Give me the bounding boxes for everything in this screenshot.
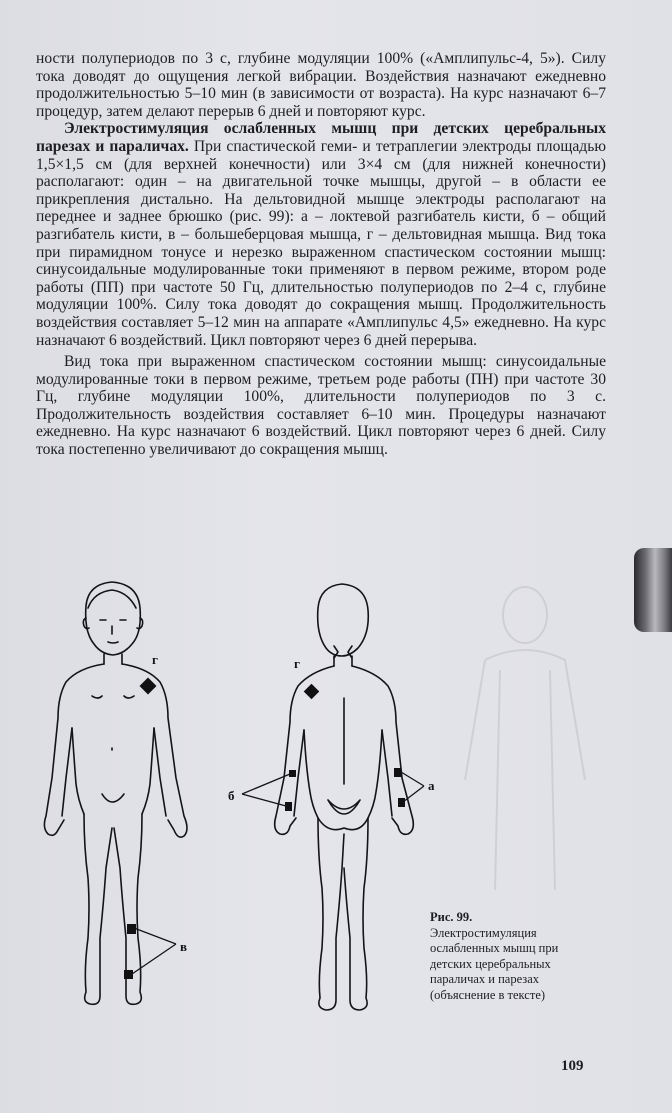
label-b: б	[228, 788, 235, 803]
body-text	[36, 50, 606, 459]
front-child-figure	[44, 582, 187, 1004]
electrode-a-upper	[394, 768, 401, 777]
paragraph-text: Вид тока при выраженном спастическом состоянии мышц: синусоидальные модулированные токи в первом режиме, третьем роде работы (ПН) при частоте 30 Гц, глубине модуляции 100%, длительности полупериодов по 3 с. Продолжительность воздействия составляет 6–10 мин. Процедуры назначают ежедневно. На курс назначают 6 воздействий. Цикл повторяют через 6 дней. Силу тока постепенно увеличивают до сокращения мышц.	[36, 353, 606, 459]
paragraph-continuation	[36, 50, 606, 120]
caption-text: Электростимуляция ослабленных мышц при детских церебральных параличах и парезах (объяснение в тексте)	[430, 925, 559, 1002]
paragraph-current-type	[36, 353, 606, 459]
electrode-v-upper	[127, 924, 136, 934]
back-child-figure	[275, 584, 414, 1010]
paragraph-text: При спастической геми- и тетраплегии электроды площадью 1,5×1,5 см (для верхней конечности) или 3×4 см (для нижней конечности) располагают: один – на двигательной точке мышцы, другой – в области ее прикрепления дистально. На дельтовидной мышце электроды располагают на переднее и заднее брюшко (рис. 99): а – локтевой разгибатель кисти, б – общий разгибатель кисти, в – большеберцовая мышца, г – дельтовидная мышца. Вид тока при пирамидном тонусе и нерезко выраженном спастическом состоянии мышц: синусоидальные модулированные токи применяют в первом режиме, втором роде работы (ПП) при частоте 50 Гц, длительностью полупериодов по 2–4 с, глубине модуляции 100%. Силу тока доводят до сокращения мышц. Продолжительность воздействия составляет 5–12 мин на аппарате «Амплипульс 4,5» ежедневно. На курс назначают 6 воздействий. Цикл повторяют через 6 дней перерыва.	[36, 137, 606, 349]
label-g-back: г	[294, 656, 300, 671]
electrode-deltoid-front	[140, 678, 157, 695]
paragraph-section	[36, 120, 606, 349]
section-heading: Электростимуляция ослабленных мышц при детских церебральных парезах и параличах.	[36, 120, 606, 155]
label-a: а	[428, 778, 435, 793]
page-number: 109	[561, 1058, 584, 1074]
electrode-a-lower	[398, 798, 405, 807]
leader-lines	[132, 772, 424, 974]
electrode-b-lower	[285, 802, 292, 811]
label-g-front: г	[152, 652, 158, 667]
paragraph-text: ности полупериодов по 3 с, глубине модуляции 100% («Амплипульс-4, 5»). Силу тока доводят до ощущения легкой вибрации. Воздействия назначают ежедневно продолжительностью 5–10 мин (в зависимости от возраста). На курс назначают 6–7 процедур, затем делают перерыв 6 дней и повторяют курс.	[36, 50, 606, 120]
page-tab-marker	[634, 548, 672, 632]
electrode-v-lower	[124, 970, 133, 979]
label-v: в	[180, 939, 188, 954]
electrode-deltoid-back	[304, 684, 320, 700]
electrode-b-upper	[289, 770, 296, 777]
figure-caption	[430, 910, 600, 1003]
caption-title: Рис. 99.	[430, 910, 473, 924]
